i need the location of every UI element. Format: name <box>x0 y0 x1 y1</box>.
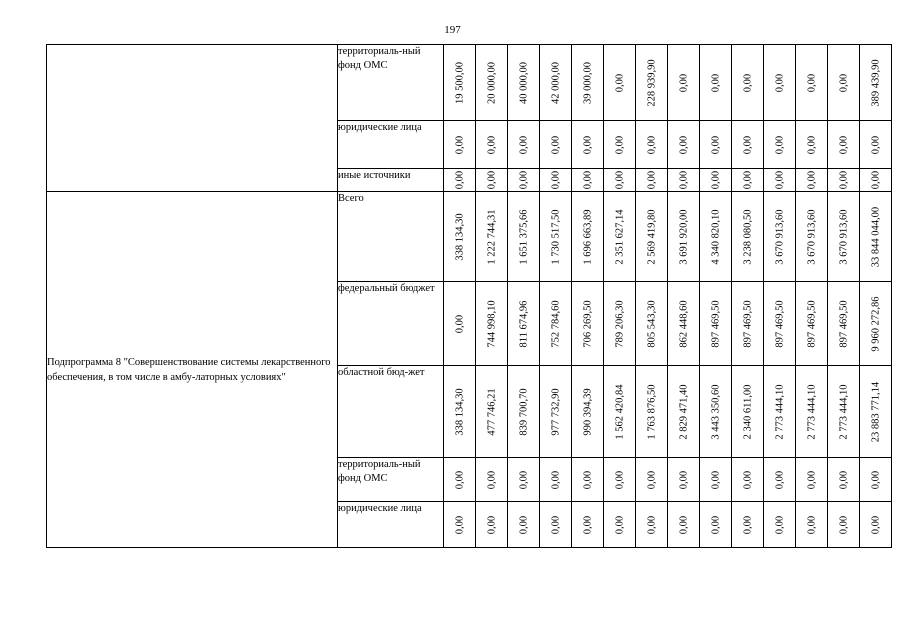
value-text: 0,00 <box>582 470 593 489</box>
value-text: 2 351 627,14 <box>614 208 625 265</box>
value-text: 0,00 <box>742 135 753 154</box>
value-cell <box>860 45 892 121</box>
funding-source-cell: федеральный бюджет <box>338 282 444 366</box>
value-cell <box>764 45 796 121</box>
value-cell <box>700 192 732 282</box>
value-cell <box>604 192 636 282</box>
value-cell <box>636 458 668 502</box>
value-cell <box>764 282 796 366</box>
value-cell <box>476 121 508 169</box>
value-cell <box>828 45 860 121</box>
value-text: 0,00 <box>774 73 785 92</box>
value-cell <box>572 282 604 366</box>
value-text: 0,00 <box>678 135 689 154</box>
value-text: 0,00 <box>838 135 849 154</box>
value-text: 0,00 <box>806 135 817 154</box>
value-cell <box>540 45 572 121</box>
value-cell <box>604 458 636 502</box>
value-text: 0,00 <box>838 170 849 190</box>
value-cell <box>764 192 796 282</box>
value-cell <box>700 121 732 169</box>
value-text: 0,00 <box>806 470 817 489</box>
value-cell <box>860 282 892 366</box>
value-cell <box>668 458 700 502</box>
value-text: 2 569 419,80 <box>646 208 657 265</box>
funding-source-cell: юридические лица <box>338 502 444 548</box>
value-text: 1 651 375,66 <box>518 208 529 265</box>
value-text: 706 269,50 <box>582 299 593 348</box>
value-text: 39 000,00 <box>582 61 593 104</box>
value-text: 0,00 <box>518 170 529 190</box>
value-cell <box>476 45 508 121</box>
value-text: 338 134,30 <box>454 212 465 261</box>
value-cell <box>796 366 828 458</box>
value-cell <box>764 121 796 169</box>
value-cell <box>732 366 764 458</box>
value-text: 338 134,30 <box>454 387 465 436</box>
value-text: 0,00 <box>646 135 657 154</box>
page-number: 197 <box>444 24 461 36</box>
value-text: 0,00 <box>742 470 753 489</box>
value-text: 897 469,50 <box>838 299 849 348</box>
value-text: 0,00 <box>806 73 817 92</box>
value-text: 477 746,21 <box>486 387 497 436</box>
value-cell <box>572 192 604 282</box>
value-cell <box>508 282 540 366</box>
value-text: 897 469,50 <box>806 299 817 348</box>
value-text: 40 000,00 <box>518 61 529 104</box>
value-cell <box>508 45 540 121</box>
value-cell <box>636 282 668 366</box>
value-text: 1 730 517,50 <box>550 208 561 265</box>
value-cell <box>732 169 764 192</box>
value-text: 0,00 <box>774 515 785 534</box>
value-text: 811 674,96 <box>518 300 529 347</box>
value-text: 0,00 <box>518 515 529 534</box>
value-cell <box>540 458 572 502</box>
value-text: 0,00 <box>678 73 689 92</box>
value-text: 0,00 <box>486 470 497 489</box>
value-cell <box>668 121 700 169</box>
value-cell <box>860 169 892 192</box>
value-cell <box>732 502 764 548</box>
funding-source-cell: Всего <box>338 192 444 282</box>
value-text: 0,00 <box>870 135 881 154</box>
value-text: 0,00 <box>870 515 881 534</box>
value-cell <box>540 192 572 282</box>
value-cell <box>636 366 668 458</box>
value-cell <box>668 366 700 458</box>
value-cell <box>700 169 732 192</box>
value-cell <box>828 282 860 366</box>
value-text: 0,00 <box>838 73 849 92</box>
value-text: 990 394,39 <box>582 387 593 436</box>
value-text: 0,00 <box>838 515 849 534</box>
value-cell <box>604 45 636 121</box>
value-cell <box>764 169 796 192</box>
value-text: 744 998,10 <box>486 299 497 348</box>
program-cell: Подпрограмма 8 "Совершенствование системы лекарственного обеспечения, в том числе в амбу-латорных условиях" <box>47 192 338 548</box>
value-cell <box>764 366 796 458</box>
value-text: 0,00 <box>774 135 785 154</box>
funding-source-cell: юридические лица <box>338 121 444 169</box>
value-text: 2 773 444,10 <box>838 383 849 440</box>
value-cell <box>860 366 892 458</box>
value-cell <box>796 502 828 548</box>
value-text: 20 000,00 <box>486 61 497 104</box>
value-text: 2 340 611,00 <box>742 384 753 439</box>
value-cell <box>764 458 796 502</box>
value-text: 3 670 913,60 <box>774 208 785 265</box>
value-cell <box>700 45 732 121</box>
value-cell <box>572 121 604 169</box>
value-cell <box>700 282 732 366</box>
value-cell <box>540 169 572 192</box>
value-text: 0,00 <box>518 135 529 154</box>
value-text: 0,00 <box>678 170 689 190</box>
funding-table <box>46 44 892 548</box>
value-text: 1 696 663,89 <box>582 208 593 265</box>
value-cell <box>572 169 604 192</box>
value-cell <box>444 192 476 282</box>
value-cell <box>732 45 764 121</box>
value-cell <box>700 366 732 458</box>
value-cell <box>572 366 604 458</box>
value-cell <box>700 502 732 548</box>
value-cell <box>636 502 668 548</box>
value-text: 897 469,50 <box>710 299 721 348</box>
value-text: 23 883 771,14 <box>870 381 881 442</box>
value-cell <box>796 458 828 502</box>
value-text: 0,00 <box>742 515 753 534</box>
value-cell <box>796 192 828 282</box>
value-cell <box>604 366 636 458</box>
value-text: 9 960 272,86 <box>870 295 881 352</box>
value-cell <box>476 169 508 192</box>
value-text: 0,00 <box>454 314 465 333</box>
value-cell <box>476 282 508 366</box>
value-text: 3 238 080,50 <box>742 208 753 265</box>
funding-source-cell: областной бюд-жет <box>338 366 444 458</box>
value-text: 0,00 <box>710 135 721 154</box>
value-cell <box>476 192 508 282</box>
value-cell <box>540 366 572 458</box>
value-text: 3 443 350,60 <box>710 383 721 440</box>
value-cell <box>508 192 540 282</box>
value-text: 3 670 913,60 <box>838 208 849 265</box>
value-text: 0,00 <box>454 470 465 489</box>
value-cell <box>764 502 796 548</box>
value-cell <box>828 502 860 548</box>
value-cell <box>604 282 636 366</box>
value-cell <box>540 121 572 169</box>
value-cell <box>668 45 700 121</box>
value-text: 0,00 <box>454 515 465 534</box>
value-cell <box>476 502 508 548</box>
value-text: 0,00 <box>486 170 497 190</box>
value-cell <box>668 192 700 282</box>
value-text: 0,00 <box>582 170 593 190</box>
value-text: 4 340 820,10 <box>710 208 721 265</box>
value-cell <box>508 366 540 458</box>
table-row <box>47 45 892 121</box>
value-text: 1 763 876,50 <box>646 383 657 440</box>
value-cell <box>572 458 604 502</box>
value-text: 0,00 <box>646 515 657 534</box>
value-text: 0,00 <box>710 470 721 489</box>
value-cell <box>604 121 636 169</box>
value-cell <box>444 502 476 548</box>
funding-source-cell: территориаль-ный фонд ОМС <box>338 458 444 502</box>
value-cell <box>508 502 540 548</box>
value-text: 977 732,90 <box>550 387 561 436</box>
value-cell <box>540 282 572 366</box>
value-text: 0,00 <box>614 135 625 154</box>
value-cell <box>860 192 892 282</box>
value-cell <box>636 121 668 169</box>
value-cell <box>636 45 668 121</box>
value-text: 0,00 <box>742 170 753 190</box>
value-cell <box>508 169 540 192</box>
value-text: 3 691 920,00 <box>678 208 689 265</box>
value-text: 0,00 <box>678 470 689 489</box>
value-cell <box>572 502 604 548</box>
value-text: 0,00 <box>486 135 497 154</box>
value-cell <box>540 502 572 548</box>
value-text: 0,00 <box>582 515 593 534</box>
value-cell <box>572 45 604 121</box>
table-row <box>47 192 892 282</box>
value-text: 2 829 471,40 <box>678 383 689 440</box>
value-cell <box>828 169 860 192</box>
value-text: 0,00 <box>838 470 849 489</box>
value-cell <box>796 121 828 169</box>
value-text: 0,00 <box>646 470 657 489</box>
value-text: 1 222 744,31 <box>486 208 497 265</box>
program-cell <box>47 45 338 192</box>
funding-source-cell: территориаль-ный фонд ОМС <box>338 45 444 121</box>
value-cell <box>444 45 476 121</box>
value-text: 0,00 <box>582 135 593 154</box>
value-text: 0,00 <box>614 73 625 92</box>
value-cell <box>732 121 764 169</box>
value-cell <box>732 282 764 366</box>
value-cell <box>636 192 668 282</box>
value-cell <box>860 121 892 169</box>
value-cell <box>508 121 540 169</box>
value-text: 2 773 444,10 <box>806 383 817 440</box>
value-cell <box>796 169 828 192</box>
value-cell <box>732 192 764 282</box>
value-text: 805 543,30 <box>646 299 657 348</box>
value-cell <box>828 366 860 458</box>
value-text: 0,00 <box>710 170 721 190</box>
value-text: 752 784,60 <box>550 299 561 348</box>
value-cell <box>604 502 636 548</box>
value-text: 862 448,60 <box>678 299 689 348</box>
value-cell <box>476 366 508 458</box>
value-text: 0,00 <box>870 170 881 190</box>
value-cell <box>508 458 540 502</box>
value-text: 0,00 <box>550 515 561 534</box>
value-text: 3 670 913,60 <box>806 208 817 265</box>
funding-source-cell: иные источники <box>338 169 444 192</box>
value-text: 228 939,90 <box>646 58 657 107</box>
value-text: 19 500,00 <box>454 61 465 104</box>
value-cell <box>668 169 700 192</box>
value-text: 0,00 <box>806 515 817 534</box>
value-text: 789 206,30 <box>614 299 625 348</box>
value-text: 0,00 <box>550 135 561 154</box>
value-cell <box>444 169 476 192</box>
value-text: 0,00 <box>550 470 561 489</box>
value-text: 2 773 444,10 <box>774 383 785 440</box>
value-cell <box>796 282 828 366</box>
value-text: 389 439,90 <box>870 58 881 107</box>
value-cell <box>796 45 828 121</box>
value-text: 0,00 <box>710 73 721 92</box>
value-text: 0,00 <box>614 470 625 489</box>
value-cell <box>444 366 476 458</box>
value-cell <box>444 282 476 366</box>
value-text: 0,00 <box>454 170 465 190</box>
value-text: 0,00 <box>678 515 689 534</box>
value-text: 0,00 <box>550 170 561 190</box>
value-text: 0,00 <box>870 470 881 489</box>
value-cell <box>444 121 476 169</box>
value-text: 33 844 044,00 <box>870 206 881 267</box>
value-text: 0,00 <box>806 170 817 190</box>
value-cell <box>668 502 700 548</box>
value-text: 42 000,00 <box>550 61 561 104</box>
value-cell <box>860 458 892 502</box>
value-text: 0,00 <box>710 515 721 534</box>
value-text: 0,00 <box>518 470 529 489</box>
value-text: 0,00 <box>614 170 625 190</box>
value-text: 897 469,50 <box>774 299 785 348</box>
value-cell <box>732 458 764 502</box>
value-cell <box>828 121 860 169</box>
value-text: 0,00 <box>774 470 785 489</box>
value-text: 0,00 <box>742 73 753 92</box>
value-text: 0,00 <box>486 515 497 534</box>
value-text: 897 469,50 <box>742 299 753 348</box>
value-text: 1 562 420,84 <box>614 383 625 440</box>
value-cell <box>476 458 508 502</box>
value-cell <box>636 169 668 192</box>
value-cell <box>828 458 860 502</box>
value-text: 839 700,70 <box>518 387 529 436</box>
value-text: 0,00 <box>646 170 657 190</box>
value-cell <box>444 458 476 502</box>
value-cell <box>860 502 892 548</box>
value-cell <box>604 169 636 192</box>
value-text: 0,00 <box>774 170 785 190</box>
value-cell <box>828 192 860 282</box>
value-cell <box>668 282 700 366</box>
value-text: 0,00 <box>614 515 625 534</box>
value-cell <box>700 458 732 502</box>
value-text: 0,00 <box>454 135 465 154</box>
